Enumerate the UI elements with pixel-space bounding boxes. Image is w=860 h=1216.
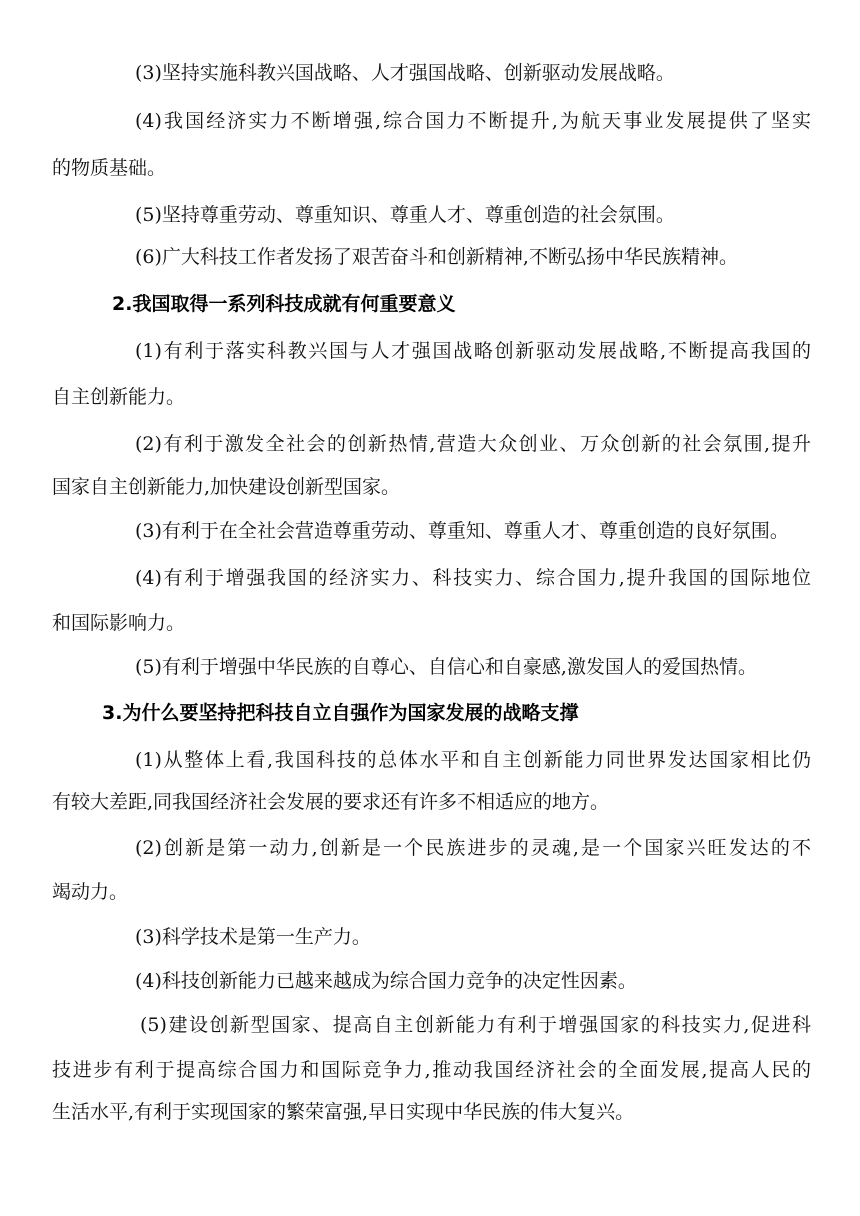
s2-item-2-line1: (2)有利于激发全社会的创新热情,营造大众创业、万众创新的社会氛围,提升 <box>135 433 811 455</box>
section-heading-3: 3.为什么要坚持把科技自立自强作为国家发展的战略支撑 <box>102 702 579 724</box>
item-4-economy-line2: 的物质基础。 <box>52 157 167 179</box>
s2-item-1-line2: 自主创新能力。 <box>52 386 186 408</box>
s3-item-1-line2: 有较大差距,同我国经济社会发展的要求还有许多不相适应的地方。 <box>52 791 610 813</box>
s2-item-4-line2: 和国际影响力。 <box>52 612 186 634</box>
s3-item-5-line2: 技进步有利于提高综合国力和国际竞争力,推动我国经济社会的全面发展,提高人民的 <box>52 1059 811 1081</box>
s3-item-2-line2: 竭动力。 <box>52 881 129 903</box>
item-6-spirit: (6)广大科技工作者发扬了艰苦奋斗和创新精神,不断弘扬中华民族精神。 <box>135 246 738 268</box>
s2-item-5: (5)有利于增强中华民族的自尊心、自信心和自豪感,激发国人的爱国热情。 <box>135 656 757 678</box>
s3-item-2-line1: (2)创新是第一动力,创新是一个民族进步的灵魂,是一个国家兴旺发达的不 <box>135 837 811 859</box>
s2-item-2-line2: 国家自主创新能力,加快建设创新型国家。 <box>52 476 401 498</box>
s2-item-1-line1: (1)有利于落实科教兴国与人才强国战略创新驱动发展战略,不断提高我国的 <box>135 340 811 362</box>
item-4-economy-line1: (4)我国经济实力不断增强,综合国力不断提升,为航天事业发展提供了坚实 <box>135 110 811 132</box>
item-5-respect: (5)坚持尊重劳动、尊重知识、尊重人才、尊重创造的社会氛围。 <box>135 204 675 226</box>
s3-item-4: (4)科技创新能力已越来越成为综合国力竞争的决定性因素。 <box>135 970 637 992</box>
section-heading-2: 2.我国取得一系列科技成就有何重要意义 <box>112 293 456 315</box>
s2-item-4-line1: (4)有利于增强我国的经济实力、科技实力、综合国力,提升我国的国际地位 <box>135 567 811 589</box>
item-3-strategy: (3)坚持实施科教兴国战略、人才强国战略、创新驱动发展战略。 <box>135 62 675 84</box>
s3-item-3: (3)科学技术是第一生产力。 <box>135 926 371 948</box>
s3-item-5-line3: 生活水平,有利于实现国家的繁荣富强,早日实现中华民族的伟大复兴。 <box>52 1101 635 1123</box>
s3-item-1-line1: (1)从整体上看,我国科技的总体水平和自主创新能力同世界发达国家相比仍 <box>135 749 811 771</box>
s3-item-5-line1: (5)建设创新型国家、提高自主创新能力有利于增强国家的科技实力,促进科 <box>140 1014 811 1036</box>
s2-item-3: (3)有利于在全社会营造尊重劳动、尊重知、尊重人才、尊重创造的良好氛围。 <box>135 520 789 542</box>
